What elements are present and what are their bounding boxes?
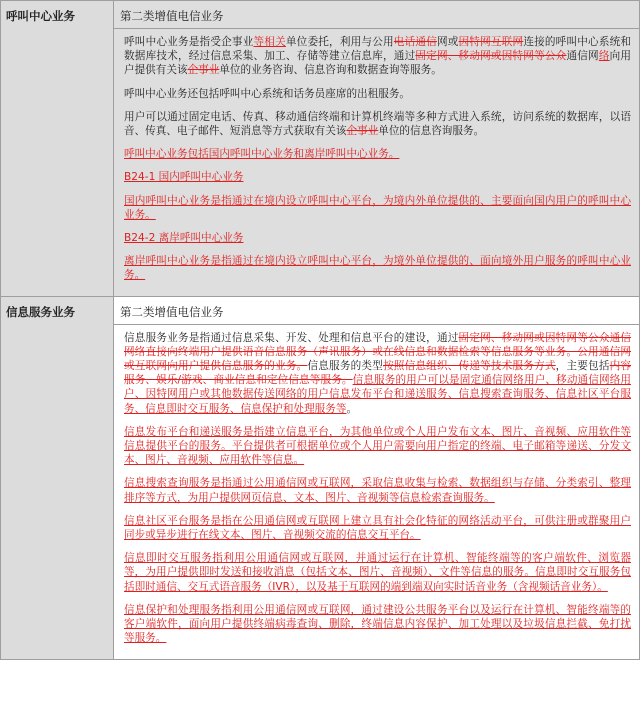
deleted-text: 内容服务、娱乐/游戏、商业信息和定位信息等服务。 (124, 360, 632, 387)
text-run: 网或 (436, 36, 459, 48)
deleted-text: 按照信息组织、传递等技术服务方式 (383, 360, 556, 373)
deleted-text: 因特网互联网 (458, 36, 524, 48)
section-title: 呼叫中心业务 (6, 9, 75, 23)
text-run: 向用户提供有关该 (124, 50, 632, 77)
paragraph (124, 194, 631, 222)
paragraph (124, 147, 631, 161)
text-run: 单位委托，利用与公用 (285, 36, 394, 48)
text-run: 呼叫中心业务还包括呼叫中心系统和话务员座席的出租服务。 (124, 87, 411, 100)
paragraph (124, 35, 631, 78)
text-run: 通信网 (566, 50, 599, 63)
section-label-cell (1, 1, 114, 297)
inserted-text: 信息发布平台和递送服务是指建立信息平台，为其他单位或个人用户发布文本、图片、音视频、应用软件等信息提供平台的服务。平台提供者可根据单位或个人用户需要向用户指定的终端、电子邮箱等递送、分发文本、图片、音视频、应用软件等信息。 (124, 425, 631, 467)
section-title: 信息服务业务 (6, 304, 75, 319)
paragraph (124, 514, 631, 542)
paragraph (124, 231, 631, 245)
text-run: ，主要包括 (555, 360, 610, 373)
section-content-cell (114, 296, 640, 659)
deleted-text: 固定网、移动网或因特网等公众 (415, 50, 567, 63)
paragraph (124, 476, 631, 504)
text-run: 连接的呼叫中心系统和数据库技术，经过信息采集、加工、存储等建立信息库，通过 (124, 36, 632, 63)
category-label: 第二类增值电信业务 (114, 297, 639, 325)
paragraph (124, 551, 631, 594)
inserted-text: 信息搜索查询服务是指通过公用通信网或互联网，采取信息收集与检索、数据组织与存储、分类索引、整理排序等方式，为用户提供网页信息、文本、图片、音视频等信息检索查询服务。 (124, 477, 631, 504)
paragraph (124, 87, 631, 101)
section-row-information-service (1, 296, 640, 659)
inserted-text: 络 (598, 50, 610, 63)
paragraph (124, 170, 631, 184)
paragraph (124, 110, 631, 138)
inserted-text: 信息社区平台服务是指在公用通信网或互联网上建立具有社会化特征的网络活动平台，可供注册或群聚用户同步或异步进行在线文本、图片、音视频交流的信息交互平台。 (124, 514, 631, 542)
inserted-text: 呼叫中心业务包括国内呼叫中心业务和离岸呼叫中心业务。 (124, 148, 400, 161)
inserted-text: 等相关 (253, 36, 286, 48)
paragraph (124, 425, 631, 468)
inserted-text: 离岸呼叫中心业务是指通过在境内设立呼叫中心平台，为境外单位提供的、面向境外用户服务的呼叫中心业务。 (124, 255, 631, 282)
text-run: 呼叫中心业务是指受企事业 (124, 36, 254, 48)
section-label-cell (1, 296, 114, 659)
inserted-text: 信息即时交互服务指利用公用通信网或互联网，并通过运行在计算机、智能终端等的客户端软件、浏览器等，为用户提供即时发送和接收消息（包括文本、图片、音视频）、文件等信息的服务。信息即时交互服务包括即时通信、交互式语音服务（IVR），以及基于互联网的端到端双向实时话音业务（含视频话音业务）。 (124, 552, 631, 593)
text-run: 用户可以通过固定电话、传真、移动通信终端和计算机终端等多种方式进入系统，访问系统的数据库，以语音、传真、电子邮件、短消息等方式获取有关该 (124, 110, 631, 138)
deleted-text: 企事业 (187, 64, 220, 77)
section-row-call-center (1, 1, 640, 297)
section-body (114, 325, 639, 659)
text-run: 单位的业务咨询、信息咨询和数据查询等服务。 (219, 64, 442, 77)
paragraph (124, 254, 631, 282)
category-label: 第二类增值电信业务 (114, 1, 639, 29)
paragraph (124, 603, 631, 646)
inserted-text: B24-2 离岸呼叫中心业务 (124, 232, 244, 245)
text-run: 信息服务业务是指通过信息采集、开发、处理和信息平台的建设，通过 (124, 331, 459, 344)
deleted-text: 电话通信 (393, 36, 437, 48)
inserted-text: 国内呼叫中心业务是指通过在境内设立呼叫中心平台，为境内外单位提供的、主要面向国内用户的呼叫中心业务。 (124, 194, 631, 221)
section-content-cell (114, 1, 640, 297)
deleted-text: 企事业 (346, 125, 379, 138)
text-run: 。 (346, 402, 358, 415)
deleted-text: 固定网、移动网或因特网等公众通信网络直接向终端用户提供语音信息服务（声讯服务）或在线信息和数据检索等信息服务等业务。公用通信网或互联网向用户提供信息服务的业务。 (124, 331, 632, 373)
inserted-text: B24-1 国内呼叫中心业务 (124, 171, 244, 184)
text-run: 单位的信息咨询服务。 (378, 125, 485, 138)
inserted-text: 信息保护和处理服务指利用公用通信网或互联网，通过建设公共服务平台以及运行在计算机、智能终端等的客户端软件，面向用户提供终端病毒查询、删除，终端信息内容保护、加工处理以及垃圾信息拦截、免打扰等服务。 (124, 603, 631, 645)
paragraph (124, 331, 631, 416)
section-body (114, 29, 639, 296)
text-run: 信息服务的类型 (307, 360, 383, 373)
inserted-text: 信息服务的用户可以是固定通信网络用户、移动通信网络用户、因特网用户或其他数据传送网络的用户信息发布平台和递送服务、信息搜索查询服务、信息社区平台服务、信息即时交互服务、信息保护和处理服务等 (124, 374, 631, 415)
